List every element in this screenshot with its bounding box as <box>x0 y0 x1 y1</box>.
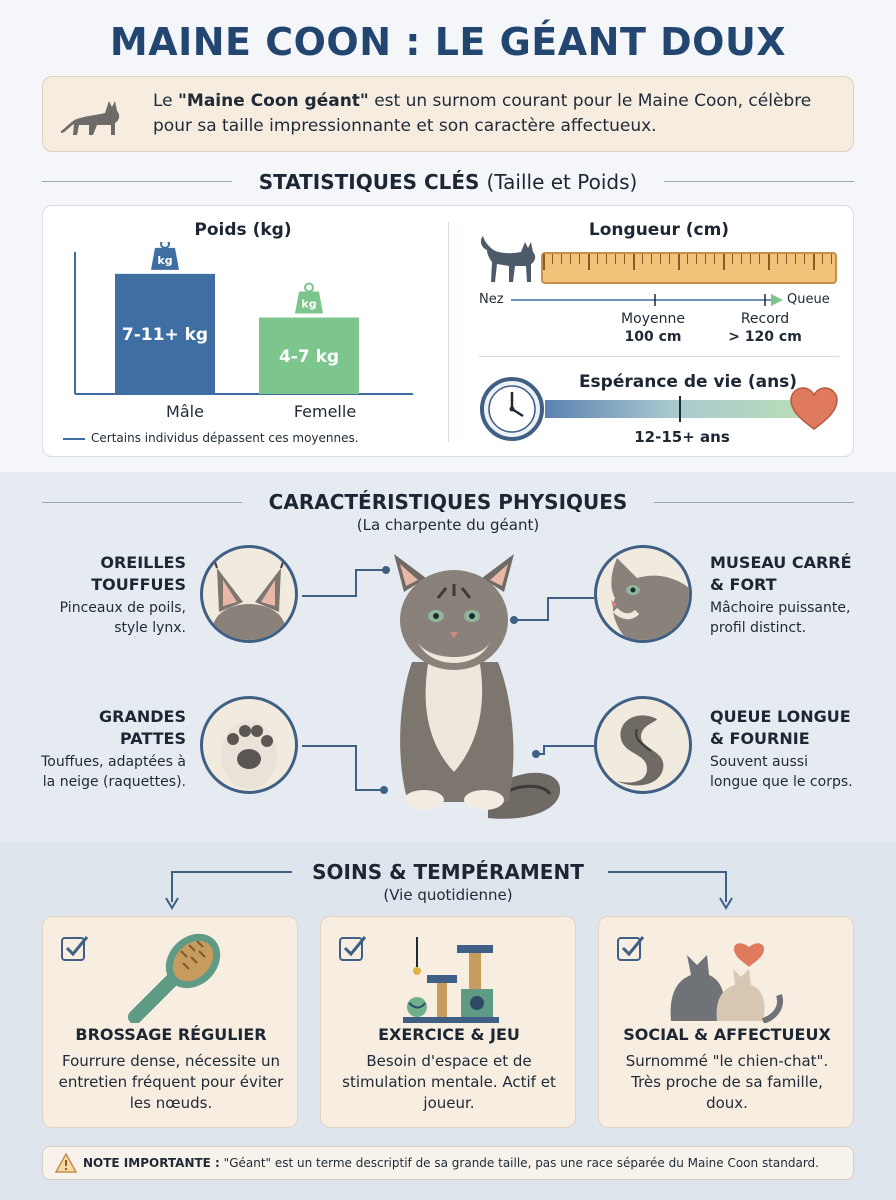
stats-heading <box>0 170 896 194</box>
physical-subtitle: (La charpente du géant) <box>356 516 540 534</box>
feature-title: OREILLES TOUFFUES <box>91 553 186 594</box>
page-title: MAINE COON : LE GÉANT DOUX <box>109 20 787 64</box>
heart-icon <box>789 386 839 432</box>
important-note <box>42 1146 854 1180</box>
ears-icon <box>203 548 295 640</box>
care-card-brushing <box>42 916 298 1128</box>
life-title: Espérance de vie (ans) <box>578 372 798 392</box>
divider-line <box>479 356 839 357</box>
feature-desc: Touffues, adaptées à la neige (raquettes). <box>41 754 186 790</box>
care-subtitle: (Vie quotidienne) <box>383 886 513 904</box>
lifespan-bar <box>545 400 801 418</box>
care-card-desc: Fourrure dense, nécessite un entretien fréquent pour éviter les nœuds. <box>58 1052 284 1112</box>
tail-icon <box>597 699 689 791</box>
feature-title: GRANDES PATTES <box>99 707 186 748</box>
care-card-desc: Surnommé "le chien-chat". Très proche de sa famille, doux. <box>625 1052 829 1112</box>
tail-circle <box>594 696 692 794</box>
weight-chart <box>63 242 433 402</box>
length-arrow <box>509 292 785 308</box>
feature-desc: Souvent aussi longue que le corps. <box>710 754 853 790</box>
stats-card <box>42 205 854 457</box>
stats-divider <box>448 222 449 442</box>
tail-label: Queue <box>787 292 830 307</box>
physical-title: CARACTÉRISTIQUES PHYSIQUES <box>268 490 628 514</box>
walking-cat-icon <box>477 230 547 290</box>
feature-desc: Pinceaux de poils, style lynx. <box>59 600 186 636</box>
kg-weight-icon <box>295 284 323 314</box>
clock-icon <box>479 376 545 442</box>
care-card-title: SOCIAL & AFFECTUEUX <box>623 1025 831 1044</box>
feature-title: MUSEAU CARRÉ & FORT <box>710 553 852 594</box>
feature-desc: Mâchoire puissante, profil distinct. <box>710 600 851 636</box>
length-mark-record: Record > 120 cm <box>728 311 802 345</box>
length-title: Longueur (cm) <box>588 220 730 240</box>
care-heading <box>0 860 896 904</box>
care-card-exercise <box>320 916 576 1128</box>
ears-circle <box>200 545 298 643</box>
bar-value-label: 7-11+ kg <box>121 324 209 345</box>
physical-heading <box>0 490 896 534</box>
svg-text:kg: kg <box>157 253 173 267</box>
life-value: 12-15+ ans <box>634 428 730 446</box>
bar-value-label: 4-7 kg <box>278 346 340 367</box>
cat-tree-icon <box>321 927 577 1023</box>
weight-note: Certains individus dépassent ces moyennes. <box>63 431 359 445</box>
length-mark-average: Moyenne 100 cm <box>621 311 685 345</box>
intro-box <box>42 76 854 152</box>
bar-category-label: Femelle <box>293 402 357 421</box>
paw-icon <box>203 699 295 791</box>
care-card-title: EXERCICE & JEU <box>378 1025 520 1044</box>
cats-heart-icon <box>599 927 855 1023</box>
brush-icon <box>43 927 299 1023</box>
warning-icon <box>55 1153 77 1173</box>
kg-weight-icon <box>151 242 179 270</box>
nose-label: Nez <box>479 292 504 307</box>
svg-text:kg: kg <box>301 297 317 311</box>
muzzle-circle <box>594 545 692 643</box>
weight-chart-title: Poids (kg) <box>194 220 292 240</box>
ruler <box>541 252 837 284</box>
muzzle-icon <box>597 548 689 640</box>
intro-text: Le "Maine Coon géant" est un surnom courant pour le Maine Coon, célèbre pour sa taille impressionnante et son caractère affectueux. <box>153 91 812 136</box>
care-card-desc: Besoin d'espace et de stimulation mentale. Actif et joueur. <box>342 1052 556 1112</box>
bar-category-label: Mâle <box>166 402 204 421</box>
note-text: NOTE IMPORTANTE : "Géant" est un terme descriptif de sa grande taille, pas une race séparée du Maine Coon standard. <box>83 1156 819 1170</box>
lifespan-marker <box>679 396 681 422</box>
feature-title: QUEUE LONGUE & FOURNIE <box>710 707 851 748</box>
care-title: SOINS & TEMPÉRAMENT <box>312 860 584 884</box>
paws-circle <box>200 696 298 794</box>
maine-coon-illustration <box>368 552 568 828</box>
cat-silhouette-icon <box>57 91 129 137</box>
stats-title: STATISTIQUES CLÉS (Taille et Poids) <box>258 170 638 194</box>
care-card-social <box>598 916 854 1128</box>
care-card-title: BROSSAGE RÉGULIER <box>75 1025 267 1044</box>
